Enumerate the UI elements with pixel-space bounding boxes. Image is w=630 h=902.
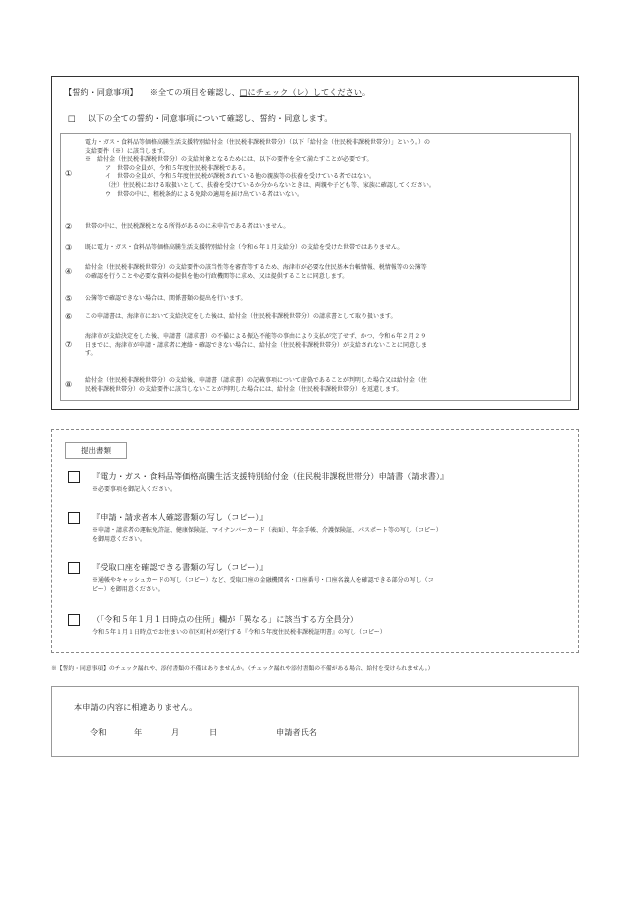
document-notes — [92, 577, 434, 594]
consent-header-label: 【誓約・同意事項】 — [64, 87, 138, 97]
item-text — [85, 333, 562, 359]
item-line: 民税非課税世帯分）の支給要件に該当しないことが判明した場合には、給付金（住民税非課税世帯分）を返還します。 — [85, 385, 403, 393]
document-note: ※申請・請求者の運転免許証、健康保険証、マイナンバーカード（表面）、年金手帳、介護保険証、パスポート等の写し（コピー） — [92, 527, 442, 534]
item-line: 日までに、海津市が申請・請求者に連絡・確認できない場合に、給付金（住民税非課税世帯分）が支給されないことに同意しま — [85, 341, 428, 349]
consent-instruction-suffix: 。 — [361, 87, 371, 97]
item-number: ③ — [65, 243, 73, 252]
document-notes — [92, 527, 442, 544]
year-label: 年 — [134, 727, 143, 737]
document-notes — [92, 629, 386, 638]
consent-instruction-underlined: □にチェック（レ）してください — [239, 87, 362, 97]
document-title: 『申請・請求者本人確認書類の写し（コピー）』 — [92, 512, 268, 522]
item-number: ② — [65, 222, 73, 231]
item-text — [85, 313, 562, 322]
item-line: 給付金（住民税非課税世帯分）の支給要件の該当性等を審査等するため、海津市が必要な住民基本台帳情報、税情報等の公簿等 — [85, 264, 427, 271]
month-label: 月 — [171, 727, 180, 737]
documents-title: 提出書類 — [65, 442, 127, 459]
item-subline: ア 世帯の全員が、令和５年度住民税非課税である。 — [105, 164, 250, 172]
item-number: ① — [65, 169, 73, 178]
document-note: を御用意ください。 — [92, 535, 147, 543]
documents-section — [51, 429, 579, 653]
item-text — [85, 139, 562, 199]
agree-all-row[interactable] — [68, 113, 333, 124]
declaration-section — [51, 686, 579, 757]
document-note: ※通帳やキャッシュカードの写し（コピー）など、受取口座の金融機関名・口座番号・口座名義人を確認できる部分の写し（コ — [92, 577, 434, 584]
item-text — [85, 244, 562, 253]
item-line: 公簿等で確認できない場合は、関係書類の提出を行います。 — [85, 295, 247, 302]
document-title: （「令和５年１月１日時点の住所」欄が「異なる」に該当する方全員分） — [92, 614, 359, 624]
item-line: の確認を行うことや必要な資料の提供を他の行政機関等に求め、又は提供することに同意します。 — [85, 272, 349, 280]
item-line: 既に電力・ガス・食料品等価格高騰生活支援特別給付金（令和６年１月支給分）の支給を受けた世帯ではありません。 — [85, 244, 404, 251]
item-line: 世帯の中に、住民税課税となる所得があるのに未申告である者はいません。 — [85, 223, 290, 230]
item-line: ※ 給付金（住民税非課税世帯分）の支給対象となるためには、以下の要件を全て満たすことが必要です。 — [85, 156, 373, 164]
footnote: ※【誓約・同意事項】のチェック漏れや、添付書類の不備はありませんか。（チェック漏れや添付書類の不備がある場合、給付を受けられません。） — [51, 666, 434, 672]
item-line: この申請書は、海津市において支給決定をした後は、給付金（住民税非課税世帯分）の請求書として取り扱います。 — [85, 313, 397, 320]
document-note: ※必要事項を御記入ください。 — [92, 486, 177, 493]
document-title: 『受取口座を確認できる書類の写し（コピー）』 — [92, 562, 268, 572]
item-line: す。 — [85, 350, 97, 358]
document-notes — [92, 486, 176, 495]
item-number: ⑧ — [65, 380, 73, 389]
item-number: ④ — [65, 267, 73, 276]
applicant-name-label: 申請者氏名 — [276, 727, 317, 737]
agree-all-checkbox[interactable]: □ — [68, 113, 76, 123]
item-text — [85, 295, 562, 304]
consent-section — [51, 76, 579, 410]
item-text — [85, 223, 562, 232]
day-label: 日 — [209, 727, 218, 737]
document-checkbox[interactable] — [68, 614, 80, 626]
consent-header — [64, 87, 370, 98]
document-checkbox[interactable] — [68, 471, 80, 483]
document-checkbox[interactable] — [68, 512, 80, 524]
item-subline: （注）住民税における取扱いとして、扶養を受けているか分からないときは、両親や子ども等、家族に確認してください。 — [105, 181, 435, 189]
item-line: 海津市が支給決定をした後、申請書（請求書）の不備による振込不能等の事由により支払が完了せず、かつ、令和６年２月２９ — [85, 333, 427, 340]
consent-instruction-prefix: ※全ての項目を確認し、 — [149, 87, 240, 97]
item-text — [85, 377, 562, 394]
item-line: 電力・ガス・食料品等価格高騰生活支援特別給付金（住民税非課税世帯分）（以下「給付金（住民税非課税世帯分）」という。）の — [85, 139, 431, 146]
document-note: 令和５年１月１日時点でお住まいの市区町村が発行する『令和５年度住民税非課税証明書』の写し（コピー） — [92, 629, 386, 636]
item-subline: イ 世帯の全員が、令和５年度住民税が課税されている他の親族等の扶養を受けている者ではない。 — [105, 173, 376, 181]
document-note: ピー）を御用意ください。 — [92, 585, 164, 593]
era-label: 令和 — [90, 727, 107, 737]
item-number: ⑤ — [65, 294, 73, 303]
item-number: ⑥ — [65, 312, 73, 321]
item-line: 支給要件（※）に該当します。 — [85, 147, 169, 155]
document-title: 『電力・ガス・食料品等価格高騰生活支援特別給付金（住民税非課税世帯分）申請書（請求書）』 — [92, 471, 449, 481]
item-subline: ウ 世帯の中に、租税条約による免除の適用を届け出ている者はいない。 — [105, 190, 304, 198]
item-text — [85, 264, 562, 281]
agree-all-label: 以下の全ての誓約・同意事項について確認し、誓約・同意します。 — [87, 113, 333, 123]
consent-items-box — [60, 133, 571, 401]
document-checkbox[interactable] — [68, 562, 80, 574]
item-number: ⑦ — [65, 340, 73, 349]
declaration-statement: 本申請の内容に相違ありません。 — [74, 702, 198, 712]
item-line: 給付金（住民税非課税世帯分）の支給後、申請書（請求書）の記載事項について虚偽であることが判明した場合又は給付金（住 — [85, 377, 427, 384]
